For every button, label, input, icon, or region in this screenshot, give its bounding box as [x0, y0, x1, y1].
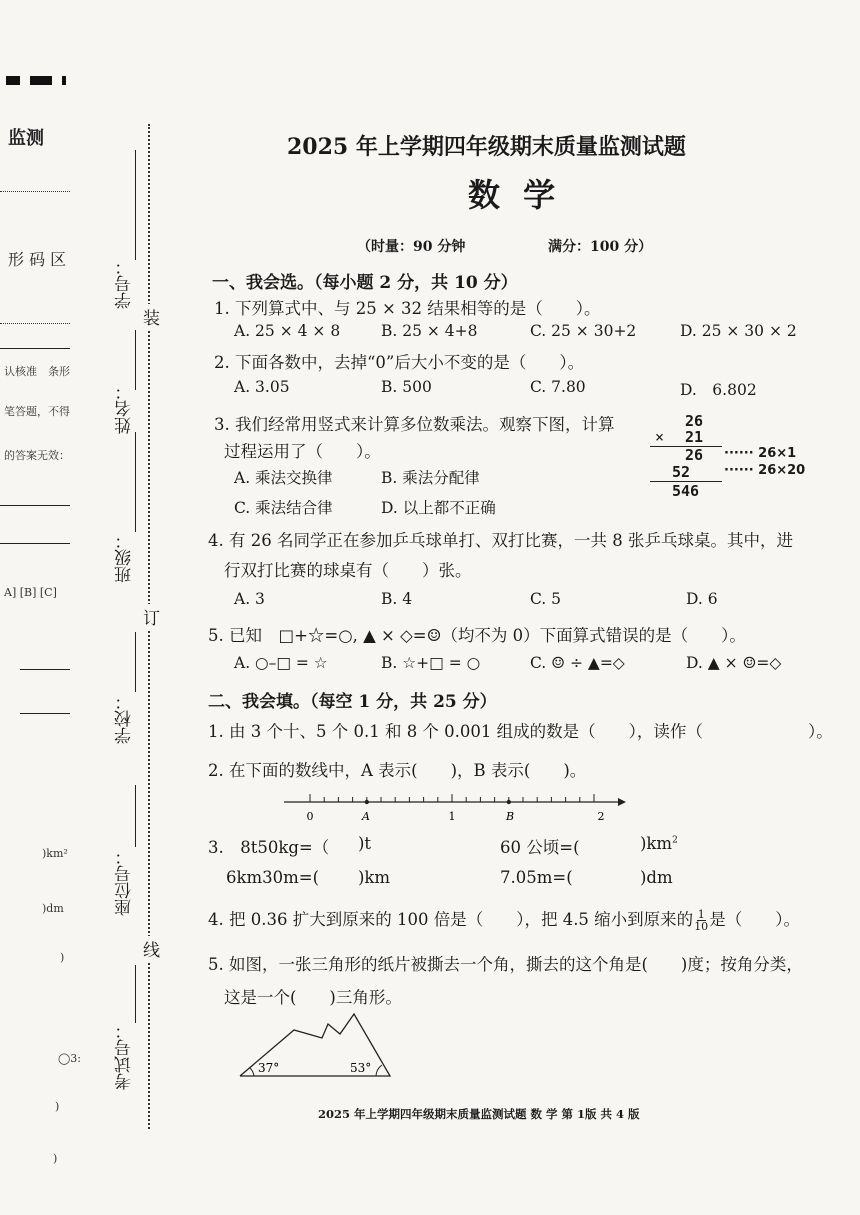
- field-label-text: 座位号：: [115, 848, 135, 916]
- field-school-line: [135, 632, 136, 692]
- field-name-label: [117, 383, 134, 434]
- left-strip-rule: [0, 348, 70, 349]
- left-strip-dotted-line: [0, 323, 70, 324]
- unit-superscript: 2: [672, 835, 678, 846]
- binding-mark-zhuang: 装: [143, 304, 160, 329]
- option-d: D. 6.802: [680, 381, 757, 399]
- number-line-label-0: 0: [306, 810, 314, 823]
- option-b: B. ☆+□ = ○: [381, 654, 481, 672]
- number-line-point-a: [365, 800, 369, 804]
- option-d: D. 6: [686, 590, 718, 608]
- question-2-5: 5. 如图，一张三角形的纸片被撕去一个角，撕去的这个角是( )度；按角分类，: [208, 955, 803, 974]
- section2-heading: 二、我会填。（每空 1 分，共 25 分）: [208, 692, 497, 712]
- question-text: 4. 把 0.36 扩大到原来的 100 倍是（ ），把 4.5 缩小到原来的: [208, 910, 694, 929]
- left-strip-rule: [20, 669, 70, 670]
- option-a: A. 3.05: [234, 378, 290, 396]
- left-strip-answer-choices: A] [B] [C]: [4, 586, 57, 599]
- option-c: C. 7.80: [530, 378, 586, 396]
- question-2-5-cont: 这是一个( )三角形。: [224, 988, 402, 1007]
- left-strip-fragment: ): [60, 951, 65, 964]
- section1-heading: 一、我会选。（每小题 2 分，共 10 分）: [212, 273, 518, 293]
- question-2-3b-unit: [640, 834, 678, 853]
- field-label-text: 学校：: [115, 693, 135, 744]
- number-line: [280, 786, 630, 826]
- option-a: A. 25 × 4 × 8: [234, 322, 341, 340]
- fraction-one-tenth: [694, 909, 708, 932]
- option-b: B. 4: [381, 590, 413, 608]
- option-b: B. 500: [381, 378, 432, 396]
- exam-full-score: 满分：100 分）: [548, 239, 653, 255]
- field-label-text: 班级：: [115, 532, 135, 583]
- option-d: D. 25 × 30 × 2: [680, 322, 797, 340]
- angle-right-label: 53°: [350, 1061, 372, 1075]
- field-student-id-label: [117, 258, 134, 309]
- calc-product: 546: [672, 482, 700, 500]
- page-footer: 2025 年上学期四年级期末质量监测试题 数 学 第 1版 共 4 版: [318, 1107, 640, 1121]
- binding-mark-xian: 线: [143, 936, 160, 961]
- question-2-1: 1. 由 3 个十、5 个 0.1 和 8 个 0.001 组成的数是（ ），读作（: [208, 722, 703, 741]
- option-a: A. ○–□ = ☆: [234, 654, 328, 672]
- calc-note-2: ······ 26×20: [724, 463, 806, 478]
- left-strip-fragment: ): [53, 1152, 58, 1165]
- field-label-text: 学号：: [115, 258, 135, 309]
- left-strip-fragment: )km²: [42, 847, 68, 860]
- calc-note-1: ······ 26×1: [724, 446, 797, 461]
- question-2-1-end: ）。: [808, 722, 833, 741]
- option-d: D. ▲ × ☺=◇: [686, 654, 782, 672]
- subject-title: 数 学: [468, 176, 562, 214]
- option-b: B. 乘法分配律: [381, 469, 480, 487]
- fraction-denominator: 10: [694, 920, 709, 933]
- fraction-numerator: 1: [697, 908, 705, 921]
- left-strip-note: 条形: [48, 365, 70, 378]
- calc-partial-1: 26: [685, 446, 704, 464]
- option-a: A. 3: [234, 590, 265, 608]
- number-line-point-b: [507, 800, 511, 804]
- left-strip-top-label: 监测: [8, 128, 44, 149]
- binding-mark-ding: 订: [143, 604, 160, 629]
- left-strip-note: 的答案无效：: [4, 449, 70, 462]
- option-c: C. 5: [530, 590, 562, 608]
- question-1-1: 1. 下列算式中、与 25 × 32 结果相等的是（ ）。: [214, 299, 601, 318]
- calc-multiplier: 21: [685, 428, 704, 446]
- left-strip-fragment: ): [55, 1100, 60, 1113]
- left-strip-dotted-line: [0, 191, 70, 192]
- angle-left-label: 37°: [258, 1061, 280, 1075]
- left-strip-rule: [0, 543, 70, 544]
- field-class-label: [117, 532, 134, 583]
- calc-times-sign: ×: [655, 428, 665, 446]
- field-label-text: 考试号：: [115, 1022, 135, 1090]
- number-line-label-a: A: [362, 810, 370, 823]
- field-student-id-line: [135, 150, 136, 260]
- scan-mark: [62, 76, 66, 85]
- left-strip-barcode-label: 形 码 区: [8, 250, 67, 269]
- field-label-text: 姓名：: [115, 383, 135, 434]
- question-2-4: [208, 906, 800, 932]
- option-c: C. 25 × 30+2: [530, 322, 637, 340]
- scan-mark: [6, 76, 20, 85]
- field-school-label: [117, 693, 134, 744]
- question-1-5: 5. 已知 □+☆=○, ▲ × ◇=☺（均不为 0）下面算式错误的是（ ）。: [208, 626, 746, 645]
- scan-mark: [30, 76, 52, 85]
- field-seat-label: [117, 848, 134, 916]
- option-c: C. 乘法结合律: [234, 499, 333, 517]
- number-line-label-2: 2: [597, 810, 605, 823]
- number-line-label-1: 1: [448, 810, 456, 823]
- field-seat-line: [135, 785, 136, 847]
- question-2-2: 2. 在下面的数线中，A 表示( )，B 表示( )。: [208, 761, 587, 780]
- question-1-2: 2. 下面各数中，去掉“0”后大小不变的是（ ）。: [214, 353, 585, 372]
- left-strip-note: 认核准: [4, 365, 37, 378]
- question-1-4: 4. 有 26 名同学正在参加乒乓球单打、双打比赛，一共 8 张乒乓球桌。其中，进: [208, 531, 793, 550]
- field-exam-id-label: [117, 1022, 134, 1090]
- question-text: 是（ ）。: [709, 910, 800, 929]
- torn-triangle-figure: [236, 1010, 396, 1080]
- unit-text: )km: [640, 834, 673, 853]
- calc-multiplicand: 26: [685, 412, 704, 430]
- field-exam-id-line: [135, 965, 136, 1023]
- exam-title: 2025 年上学期四年级期末质量监测试题: [287, 134, 686, 160]
- question-2-3d: 7.05m=(: [500, 868, 573, 887]
- question-2-3a-unit: )t: [358, 834, 372, 853]
- left-strip-rule: [20, 713, 70, 714]
- calc-partial-2: 52: [672, 463, 691, 481]
- field-class-line: [135, 432, 136, 532]
- number-line-arrow: [618, 798, 626, 806]
- angle-arc-right: [376, 1065, 382, 1076]
- left-strip-rule: [0, 505, 70, 506]
- option-c: C. ☺ ÷ ▲=◇: [530, 654, 625, 672]
- left-strip-fragment: ◯3:: [58, 1052, 82, 1065]
- left-strip-note: 笔答题，不得: [4, 405, 70, 418]
- question-2-3c: 6km30m=(: [226, 868, 320, 887]
- option-b: B. 25 × 4+8: [381, 322, 478, 340]
- question-1-3: 3. 我们经常用竖式来计算多位数乘法。观察下图，计算: [214, 415, 615, 434]
- field-name-line: [135, 330, 136, 390]
- option-a: A. 乘法交换律: [234, 469, 333, 487]
- left-strip-fragment: )dm: [42, 902, 64, 915]
- question-1-3-cont: 过程运用了（ ）。: [224, 442, 381, 461]
- question-2-3d-unit: )dm: [640, 868, 673, 887]
- number-line-label-b: B: [505, 810, 515, 823]
- angle-arc-left: [250, 1068, 254, 1076]
- question-2-3a: 3. 8t50kg=（: [208, 838, 330, 857]
- option-d: D. 以上都不正确: [381, 499, 496, 517]
- question-1-4-cont: 行双打比赛的球桌有（ ）张。: [224, 561, 472, 580]
- question-2-3b: 60 公顷=(: [500, 838, 580, 857]
- exam-time: （时量：90 分钟: [357, 239, 466, 255]
- question-2-3c-unit: )km: [358, 868, 391, 887]
